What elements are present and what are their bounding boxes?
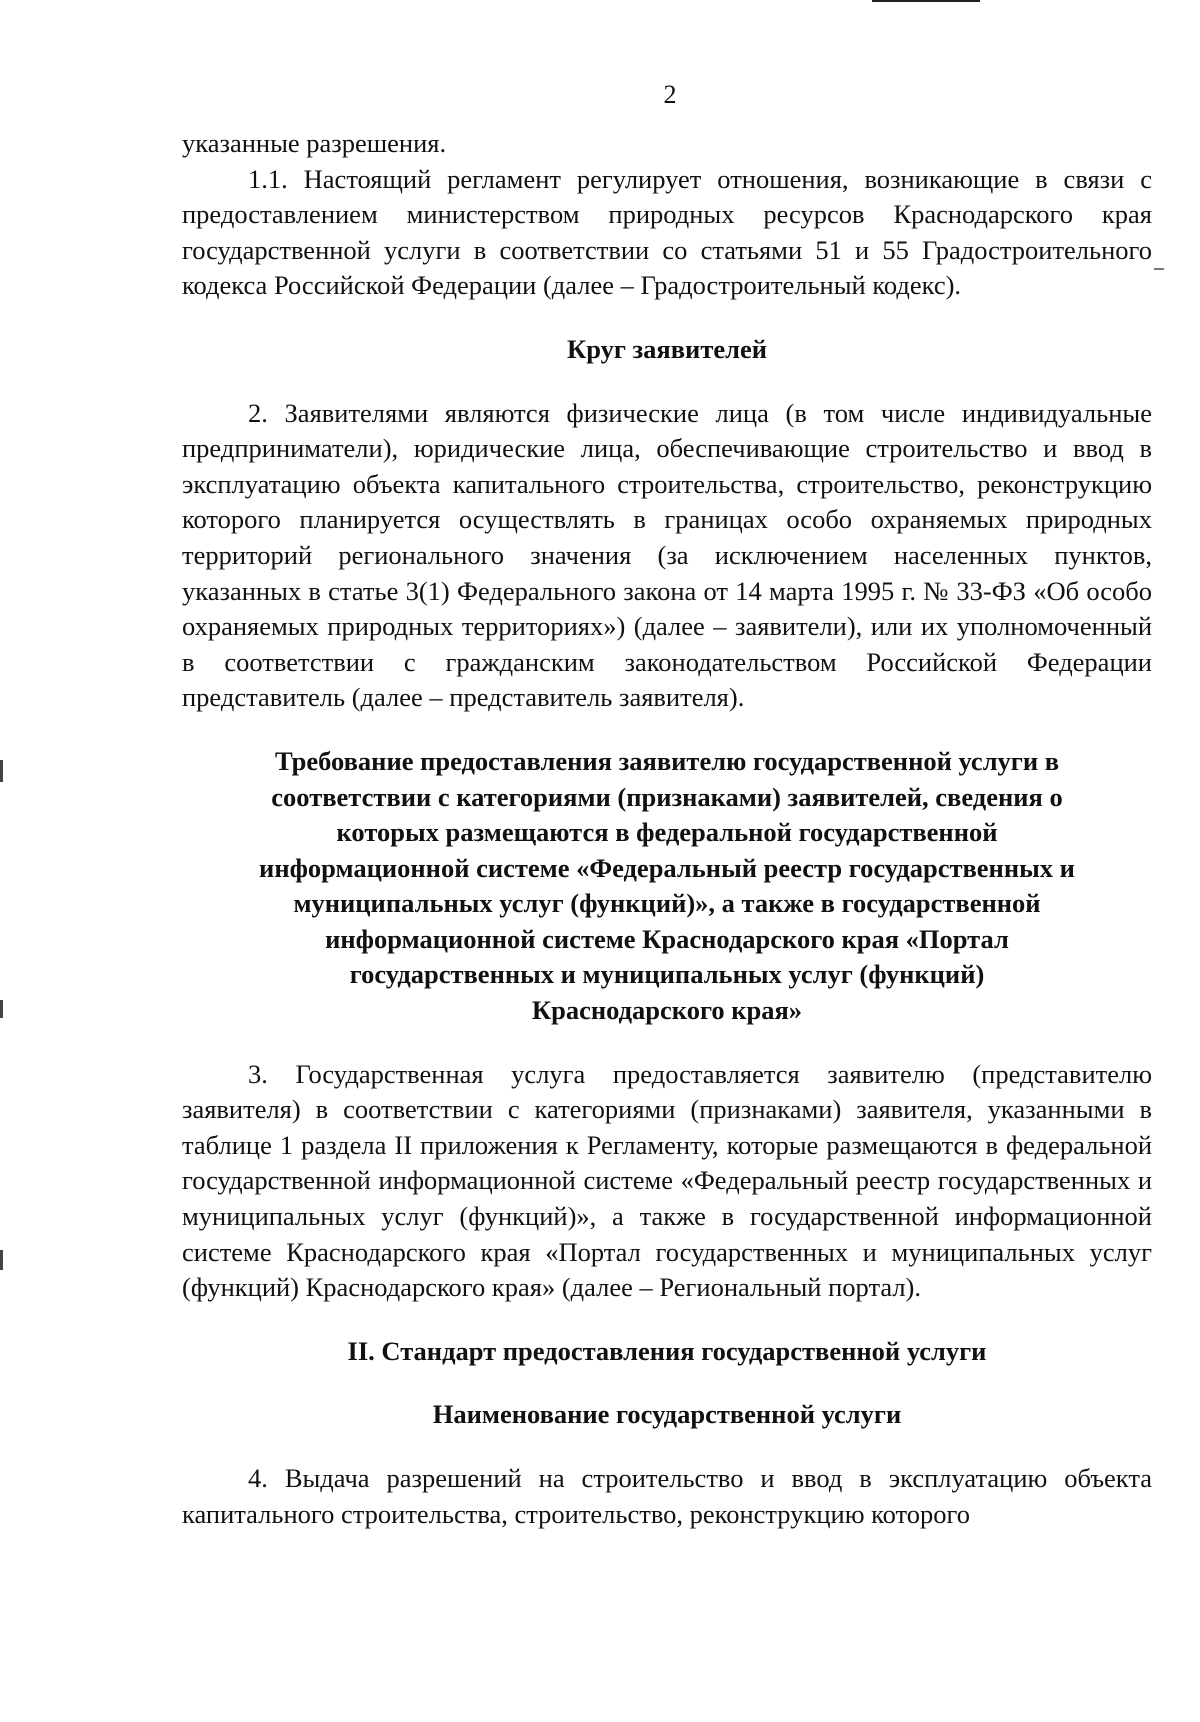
top-edge-rule (872, 0, 980, 2)
paragraph-2: 2. Заявителями являются физические лица (в том числе индивидуальные предприниматели), юридические лица, обеспечивающие строительство и ввод в эксплуатацию объекта капитального строительства, строительство, реконструкцию которого планируется осуществлять в границах особо охраняемых природных территорий регионального значения (за исключением населенных пунктов, указанных в статье 3(1) Федерального закона от 14 марта 1995 г. № 33-ФЗ «Об особо охраняемых природных территориях») (далее – заявители), или их уполномоченный в соответствии с гражданским законодательством Российской Федерации представитель (далее – представитель заявителя). (182, 397, 1152, 713)
paragraph-3: 3. Государственная услуга предоставляется заявителю (представителю заявителя) в соответствии с категориями (признаками) заявителя, указанными в таблице 1 раздела II приложения к Регламенту, которые размещаются в федеральной государственной информационной системе «Федеральный реестр государственных и муниципальных услуг (функций)», а также в государственной информационной системе Краснодарского края «Портал государственных и муниципальных услуг (функций) Краснодарского края» (далее – Региональный портал). (182, 1058, 1152, 1303)
heading-requirement: Требование предоставления заявителю государственной услуги в соответствии с категориями (признаками) заявителей, сведения о которых размещаются в федеральной государственной информационной системе «Федеральный реестр государственных и муниципальных услуг (функций)», а также в государственной информационной системе Краснодарского края «Портал государственных и муниципальных услуг (функций) Краснодарского края» (259, 745, 1075, 1026)
margin-mark (1154, 268, 1164, 270)
left-edge-mark (0, 1250, 3, 1270)
left-edge-mark (0, 760, 3, 782)
document-body (182, 126, 1152, 1532)
heading-service-name: Наименование государственной услуги (432, 1399, 902, 1430)
paragraph-1-1: 1.1. Настоящий регламент регулирует отношения, возникающие в связи с предоставлением министерством природных ресурсов Краснодарского края государственной услуги в соответствии со статьями 51 и 55 Градостроительного кодекса Российской Федерации (далее – Градостроительный кодекс). (182, 163, 1152, 301)
paragraph-continuation: указанные разрешения. (182, 128, 447, 158)
left-edge-mark (0, 1000, 3, 1018)
paragraph-4: 4. Выдача разрешений на строительство и ввод в эксплуатацию объекта капитального строительства, строительство, реконструкцию которого (182, 1463, 1152, 1529)
page-number: 2 (663, 80, 677, 109)
heading-circle-of-applicants: Круг заявителей (566, 333, 767, 364)
heading-section-ii: II. Стандарт предоставления государственной услуги (347, 1335, 987, 1366)
